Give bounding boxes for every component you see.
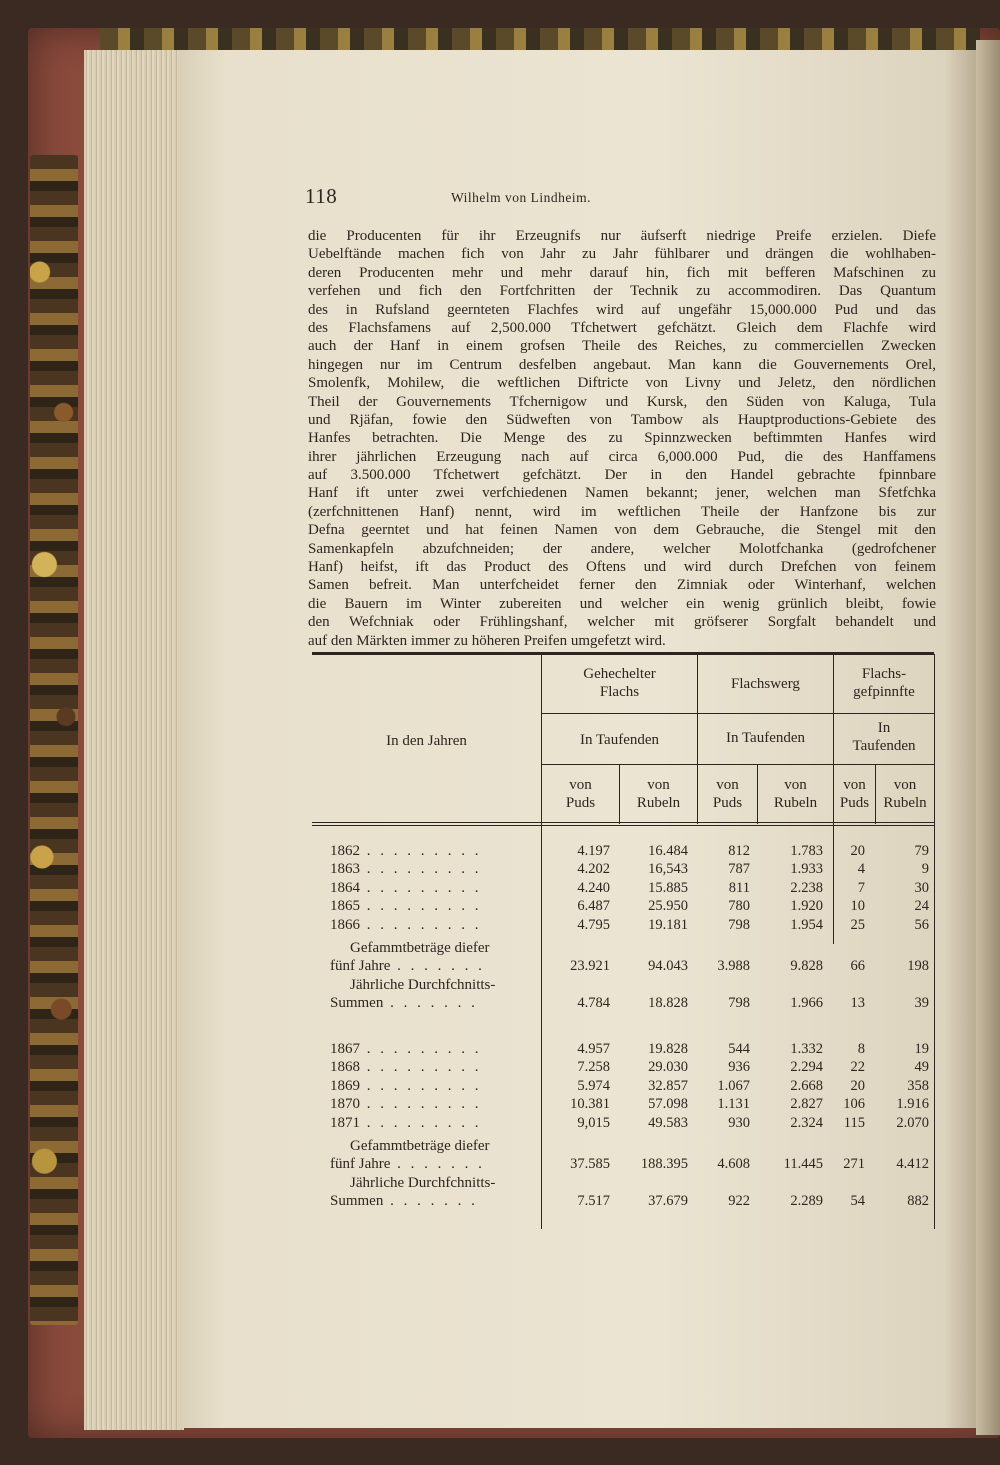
body-text-line: (zerfchnittenen Hanf) nennt, wird im weftlichen Theile der Hanfzone bis zur	[308, 503, 936, 520]
table-cell: 4.197	[577, 843, 610, 859]
row-label: Summen . . . . . . .	[330, 995, 478, 1012]
body-text-line: Samen befreit. Man unterfcheidet ferner den Zimniak oder Winterhanf, welchen	[308, 577, 936, 594]
year-column-header: In den Jahren	[386, 733, 467, 749]
table-cell: 9.828	[790, 958, 823, 975]
table-cell: 1.933	[790, 861, 823, 878]
column-rule	[934, 654, 935, 1229]
subcolumn-header: von Puds	[565, 777, 596, 811]
table-cell: 787	[728, 861, 750, 878]
table-cell: 25	[850, 916, 865, 933]
table-top-rule	[312, 652, 934, 655]
body-text-line: Defna geerntet und hat feinen Namen von dem Gebrauche, die Stengel mit den	[308, 522, 936, 539]
table-cell: 1.966	[790, 995, 823, 1012]
table-cell: 930	[728, 1114, 750, 1131]
table-cell: 11.445	[783, 1156, 823, 1173]
unit-label: In	[877, 720, 891, 736]
header-bottom-rule	[312, 825, 934, 826]
body-text-line: verfehen und fich den Fortfchritten der Technik zu accommodiren. Das Quantum	[308, 283, 936, 300]
body-text-line: und Rjäfan, fowie den Südweften von Tambow als Hauptproductions-Gebiete des	[308, 411, 936, 428]
table-cell: 66	[850, 958, 865, 975]
table-cell: 544	[728, 1041, 750, 1057]
table-cell: 1.131	[717, 1096, 750, 1113]
row-label: 1868 . . . . . . . . .	[330, 1059, 482, 1076]
group-title: Flachswerg	[731, 676, 800, 692]
unit-label: In Taufenden	[725, 730, 806, 746]
table-cell: 2.238	[790, 879, 823, 896]
row-label: 1865 . . . . . . . . .	[330, 898, 482, 915]
body-text-line: auf den Märkten immer zu höheren Preifen umgefetzt wird.	[308, 632, 666, 649]
row-label: 1870 . . . . . . . . .	[330, 1096, 482, 1113]
table-cell: 57.098	[648, 1096, 688, 1113]
table-cell: 882	[907, 1193, 929, 1210]
table-cell: 1.332	[790, 1041, 823, 1057]
row-label: fünf Jahre . . . . . . .	[330, 1156, 485, 1173]
table-cell: 29.030	[648, 1059, 688, 1076]
table-cell: 4.240	[577, 879, 610, 896]
body-text-line: Hanf) heifst, ift das Product des Oftens und wird durch Drefchen von feinem	[308, 559, 936, 576]
table-cell: 922	[728, 1193, 750, 1210]
subcolumn-header: von Puds	[839, 777, 870, 811]
body-text-line: Hanfes betrachten. Die Menge des zu Spinnzwecken beftimmten Hanfes wird	[308, 430, 936, 447]
table-cell: 1.067	[717, 1077, 750, 1094]
table-cell: 30	[914, 879, 929, 896]
table-cell: 4.412	[896, 1156, 929, 1173]
table-cell: 4.202	[577, 861, 610, 878]
row-label: 1863 . . . . . . . . .	[330, 861, 482, 878]
table-cell: 4.957	[577, 1041, 610, 1057]
body-text-line: hingegen nur im Centrum desfelben angebaut. Man kann die Gouvernements Orel,	[308, 356, 936, 373]
body-text-line: Uebelftände machen fich von Jahr zu Jahr fühlbarer und drängen die wohlhaben-	[308, 246, 936, 263]
table-cell: 79	[914, 843, 929, 859]
row-label: 1867 . . . . . . . . .	[330, 1041, 482, 1057]
row-label: Summen . . . . . . .	[330, 1193, 478, 1210]
table-cell: 19.181	[648, 916, 688, 933]
table-cell: 1.916	[896, 1096, 929, 1113]
row-label: 1864 . . . . . . . . .	[330, 879, 482, 896]
table-cell: 22	[850, 1059, 865, 1076]
body-text-line: die Producenten für ihr Erzeugnifs nur äufserft niedrige Preife erzielen. Diefe	[308, 228, 936, 244]
table-cell: 1.954	[790, 916, 823, 933]
table-cell: 106	[843, 1096, 865, 1113]
body-text-line: den Wefchniak oder Frühlingshanf, welcher mit gröfserer Sorgfalt behandelt und	[308, 614, 936, 631]
body-text-line: des Flachsfamens auf 2,500.000 Tfchetwert gefchätzt. Gleich dem Flachfe wird	[308, 319, 936, 336]
table-cell: 20	[850, 1077, 865, 1094]
body-text-line: auch der Hanf in einem grofsen Theile des Reiches, zu commerciellen Zwecken	[308, 338, 936, 355]
table-cell: 4.784	[577, 995, 610, 1012]
table-cell: 7.517	[577, 1193, 610, 1210]
table-cell: 16,543	[648, 861, 688, 878]
body-paragraph	[308, 227, 936, 650]
table-cell: 13	[850, 995, 865, 1012]
subcolumn-header: von Puds	[712, 777, 743, 811]
table-cell: 10	[850, 898, 865, 915]
table-cell: 37.679	[648, 1193, 688, 1210]
marbled-edge-top	[100, 28, 980, 52]
group-title: gefpinnfte	[853, 684, 915, 700]
table-cell: 3.988	[717, 958, 750, 975]
table-cell: 936	[728, 1059, 750, 1076]
table-cell: 9	[921, 861, 929, 878]
table-cell: 54	[850, 1193, 865, 1210]
table-cell: 271	[843, 1156, 865, 1173]
table-cell: 56	[914, 916, 929, 933]
group-title: Flachs	[599, 684, 640, 700]
body-text-line: auf 3.500.000 Tfchetwert gefchätzt. Der in den Handel gebrachte fpinnbare	[308, 467, 936, 484]
table-cell: 8	[857, 1041, 865, 1057]
table-cell: 32.857	[648, 1077, 688, 1094]
table-cell: 7.258	[577, 1059, 610, 1076]
table-cell: 49	[914, 1059, 929, 1076]
page-block-edges	[84, 50, 184, 1430]
table-cell: 9,015	[577, 1114, 610, 1131]
unit-label: In Taufenden	[579, 732, 660, 748]
table-cell: 25.950	[648, 898, 688, 915]
body-text-line: Samenkapfeln abzufchneiden; der andere, welcher Molotfchanka (gedrofchener	[308, 540, 936, 557]
table-cell: 1.783	[790, 843, 823, 859]
body-text-line: deren Producenten mehr und mehr darauf hin, fich mit befferen Mafschinen zu	[308, 264, 936, 281]
table-cell: 812	[728, 843, 750, 859]
row-label: 1871 . . . . . . . . .	[330, 1114, 482, 1131]
subcolumn-header: von Rubeln	[636, 777, 681, 811]
table-cell: 23.921	[570, 958, 610, 975]
group-title: Gehechelter	[583, 666, 656, 682]
row-label: 1869 . . . . . . . . .	[330, 1077, 482, 1094]
table-cell: 37.585	[570, 1156, 610, 1173]
running-title: Wilhelm von Lindheim.	[450, 190, 592, 205]
table-cell: 5.974	[577, 1077, 610, 1094]
table-cell: 18.828	[648, 995, 688, 1012]
row-label: 1866 . . . . . . . . .	[330, 916, 482, 933]
row-label: fünf Jahre . . . . . . .	[330, 958, 485, 975]
table-cell: 798	[728, 995, 750, 1012]
header-bottom-rule	[312, 822, 934, 823]
subcolumn-header: von Rubeln	[773, 777, 818, 811]
body-text-line: Hanf ift unter zwei verfchiedenen Namen bekannt; jener, welchen man Sfetfchka	[308, 485, 936, 502]
table-cell: 10.381	[570, 1096, 610, 1113]
table-cell: 6.487	[577, 898, 610, 915]
table-cell: 358	[907, 1077, 929, 1094]
body-text-line: ihrer jährlichen Erzeugung nach auf circa 6,000.000 Pud, die des Hanffamens	[308, 448, 936, 465]
table-cell: 1.920	[790, 898, 823, 915]
row-label: 1862 . . . . . . . . .	[330, 843, 482, 859]
row-label: Gefammtbeträge diefer	[350, 1138, 490, 1154]
header-rule	[542, 713, 934, 714]
table-cell: 16.484	[648, 843, 688, 859]
group-title: Flachs-	[861, 666, 907, 682]
table-cell: 198	[907, 958, 929, 975]
table-cell: 798	[728, 916, 750, 933]
table-cell: 20	[850, 843, 865, 859]
table-cell: 15.885	[648, 879, 688, 896]
next-page-edge	[976, 40, 1000, 1435]
table-cell: 2.324	[790, 1114, 823, 1131]
table-cell: 39	[914, 995, 929, 1012]
table-cell: 2.070	[896, 1114, 929, 1131]
body-text-line: des in Rufsland geernteten Flachfes wird auf ungefähr 15,000.000 Pud und das	[308, 301, 936, 318]
table-cell: 94.043	[648, 958, 688, 975]
table-cell: 115	[843, 1114, 865, 1131]
table-cell: 19	[914, 1041, 929, 1057]
subcolumn-header: von Rubeln	[883, 777, 927, 811]
unit-label: Taufenden	[852, 738, 916, 754]
table-cell: 2.289	[790, 1193, 823, 1210]
table-cell: 4.608	[717, 1156, 750, 1173]
row-label: Jährliche Durchfchnitts-	[350, 1174, 496, 1191]
table-cell: 4	[857, 861, 865, 878]
body-text-line: Theil der Gouvernements Tfchernigow und Kursk, den Süden von Kaluga, Tula	[308, 393, 936, 410]
table-cell: 2.827	[790, 1096, 823, 1113]
table-cell: 7	[857, 879, 865, 896]
table-cell: 2.668	[790, 1077, 823, 1094]
marbled-spine	[30, 155, 78, 1325]
body-text-line: Smolenfk, Mohilew, die weftlichen Diftricte von Livny und Jeletz, den nördlichen	[308, 375, 936, 392]
table-cell: 4.795	[577, 916, 610, 933]
body-text-line: die Bauern im Winter zubereiten und welcher ein wenig grünlich bleibt, fowie	[308, 595, 936, 612]
table-cell: 2.294	[790, 1059, 823, 1076]
table-cell: 188.395	[640, 1156, 688, 1173]
page-number: 118	[305, 184, 338, 208]
row-label: Jährliche Durchfchnitts-	[350, 976, 496, 993]
table-cell: 24	[914, 898, 929, 915]
table-cell: 780	[728, 898, 750, 915]
row-label: Gefammtbeträge diefer	[350, 940, 490, 956]
table-cell: 811	[728, 879, 750, 896]
table-cell: 19.828	[648, 1041, 688, 1057]
table-cell: 49.583	[648, 1114, 688, 1131]
statistics-table	[312, 652, 936, 1227]
